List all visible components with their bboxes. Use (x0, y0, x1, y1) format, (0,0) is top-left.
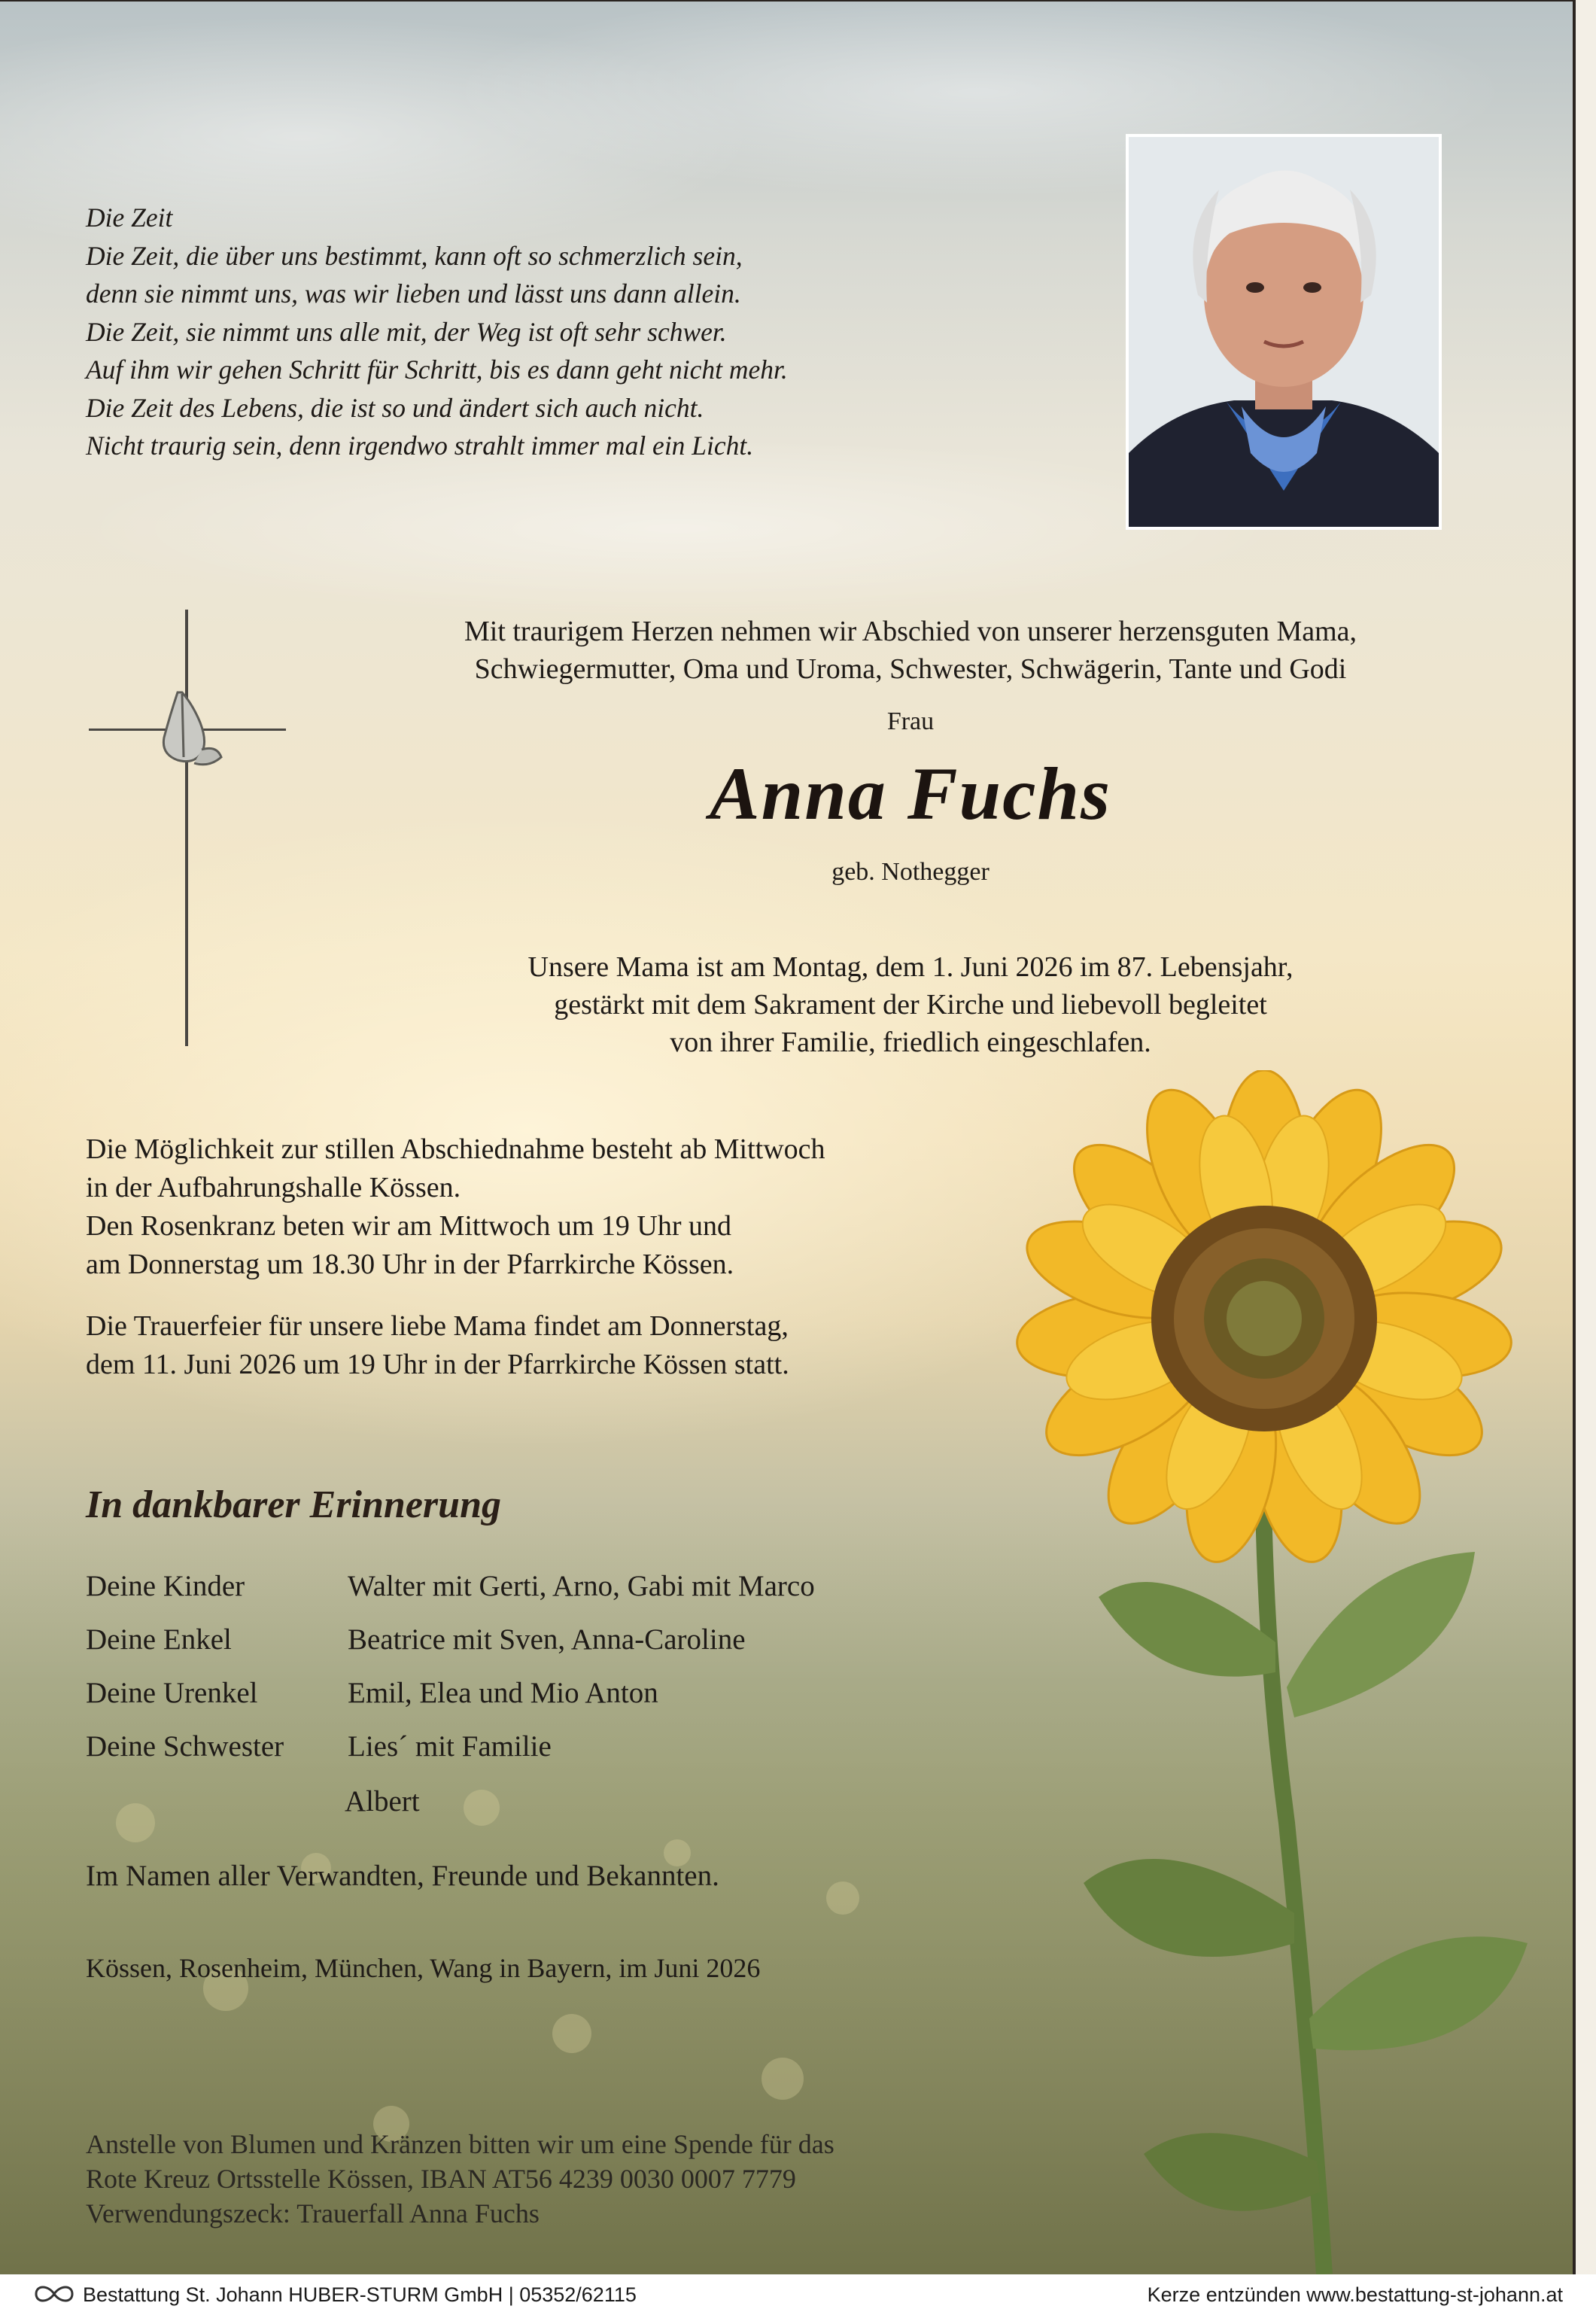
praying-hands-icon (163, 692, 221, 765)
poem-line: Die Zeit, sie nimmt uns alle mit, der Weg ist oft sehr schwer. (86, 316, 727, 347)
relative-names: Lies´ mit Familie (348, 1730, 552, 1763)
sunflower-image (933, 1070, 1573, 2274)
remembrance-heading: In dankbarer Erinnerung (86, 1483, 501, 1526)
death-notice (346, 948, 1475, 1061)
relative-names: Walter mit Gerti, Arno, Gabi mit Marco (348, 1570, 815, 1602)
intro-line: Schwiegermutter, Oma und Uroma, Schwester, Schwägerin, Tante und Godi (474, 653, 1347, 685)
maiden-name: geb. Nothegger (831, 858, 990, 886)
funeral-line: Die Trauerfeier für unsere liebe Mama findet am Donnerstag, (86, 1310, 789, 1342)
poem-line: Nicht traurig sein, denn irgendwo strahlt immer mal ein Licht. (86, 430, 754, 461)
cross-icon (89, 610, 289, 1046)
portrait-image (1129, 137, 1439, 527)
relative-names: Albert (345, 1785, 420, 1818)
relative-label: Deine Urenkel (86, 1677, 258, 1709)
funeral-line: dem 11. Juni 2026 um 19 Uhr in der Pfarrkirche Kössen statt. (86, 1349, 789, 1380)
relative-names: Beatrice mit Sven, Anna-Caroline (348, 1623, 746, 1656)
donation-line: Verwendungszeck: Trauerfall Anna Fuchs (86, 2198, 540, 2228)
viewing-info (86, 1130, 825, 1284)
portrait-photo (1126, 134, 1442, 530)
poem-line: denn sie nimmt uns, was wir lieben und lässt uns dann allein. (86, 278, 741, 309)
viewing-line: in der Aufbahrungshalle Kössen. (86, 1172, 461, 1203)
viewing-line: am Donnerstag um 18.30 Uhr in der Pfarrkirche Kössen. (86, 1249, 734, 1280)
relative-label: Deine Enkel (86, 1623, 232, 1656)
footer-candle-link[interactable]: Kerze entzünden www.bestattung-st-johann.at (1147, 2283, 1563, 2306)
funeral-info (86, 1307, 789, 1384)
relative-label: Deine Schwester (86, 1730, 284, 1763)
closing-line: Im Namen aller Verwandten, Freunde und Bekannten. (86, 1860, 719, 1892)
intro-text (346, 613, 1475, 688)
poem-line: Auf ihm wir gehen Schritt für Schritt, bis es dann geht nicht mehr. (86, 354, 788, 385)
deceased-name: Anna Fuchs (709, 752, 1112, 835)
poem-line: Die Zeit (86, 202, 173, 233)
death-notice-line: gestärkt mit dem Sakrament der Kirche und liebevoll begleitet (554, 989, 1267, 1021)
relative-names: Emil, Elea und Mio Anton (348, 1677, 658, 1709)
intro-line: Mit traurigem Herzen nehmen wir Abschied von unserer herzensguten Mama, (464, 616, 1357, 647)
footer (0, 2274, 1596, 2315)
poem-line: Die Zeit des Lebens, die ist so und ändert sich auch nicht. (86, 392, 704, 423)
death-notice-line: Unsere Mama ist am Montag, dem 1. Juni 2026 im 87. Lebensjahr, (527, 951, 1294, 983)
death-notice-line: von ihrer Familie, friedlich eingeschlafen. (670, 1027, 1151, 1058)
footer-company: Bestattung St. Johann HUBER-STURM GmbH | 05352/62115 (83, 2283, 637, 2306)
deceased-title: Frau (886, 707, 935, 735)
poem (86, 199, 788, 465)
places-line: Kössen, Rosenheim, München, Wang in Bayern, im Juni 2026 (86, 1953, 761, 1983)
infinity-icon (33, 2283, 75, 2304)
viewing-line: Den Rosenkranz beten wir am Mittwoch um 19 Uhr und (86, 1210, 731, 1242)
donation-line: Rote Kreuz Ortsstelle Kössen, IBAN AT56 4239 0030 0007 7779 (86, 2164, 796, 2194)
relative-label: Deine Kinder (86, 1570, 245, 1602)
viewing-line: Die Möglichkeit zur stillen Abschiednahme besteht ab Mittwoch (86, 1133, 825, 1165)
donation-line: Anstelle von Blumen und Kränzen bitten wir um eine Spende für das (86, 2129, 834, 2159)
donation-note (86, 2127, 834, 2231)
poem-line: Die Zeit, die über uns bestimmt, kann oft so schmerzlich sein, (86, 240, 743, 271)
